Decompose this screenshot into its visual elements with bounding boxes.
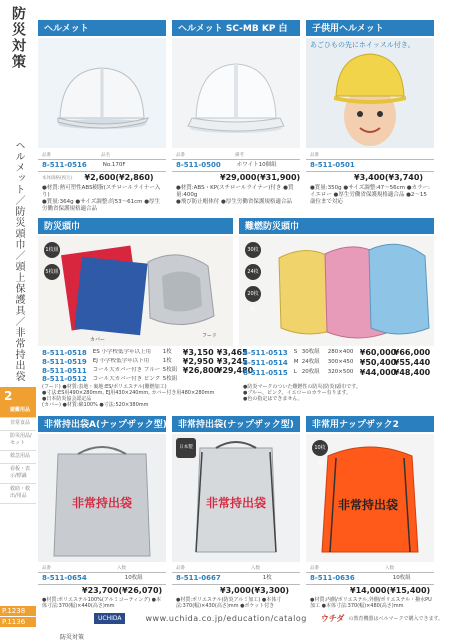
product-qty: 5枚組 [162, 367, 178, 373]
product-code[interactable]: 8-511-0501 [310, 161, 355, 169]
col-header-code: 品番 [310, 566, 319, 571]
badge-10: 10枚組 [312, 440, 328, 456]
col-header-code: 品番 [42, 153, 51, 158]
product-dims: 300×450 [327, 359, 354, 365]
product-qty: 1枚 [162, 358, 172, 364]
bag-c-photo [306, 434, 434, 562]
panel-bag-b [172, 416, 300, 608]
panel-title: ヘルメット SC-MB KP 白 [172, 22, 300, 36]
table-row [42, 357, 248, 366]
uchida-badge: UCHIDA [94, 613, 125, 624]
panel-title: 非常用ナップザック2 [306, 418, 434, 432]
product-dims: 280×400 [327, 349, 354, 355]
product-price: ¥2,950 [182, 357, 214, 366]
product-code[interactable]: 8-511-0654 [42, 574, 87, 582]
product-qty: 1枚 [162, 349, 172, 355]
product-price: ¥29,000(¥31,900) [220, 173, 301, 182]
cover-label: カバー [90, 337, 106, 343]
section-title: 防災対策 [10, 6, 26, 70]
badge-1: 1枚組 [44, 242, 60, 258]
hood-notes: (フード) ●材質:表地・裏地:ES/ポリエステル(難燃加工) ●寸法:ES用490×280mm, EJ用430×240mm, カバー付き用480×280mm ●日本防炎協会認定品 (カバー) ●材質:綿100% ●寸法:520×380mm [42, 384, 215, 408]
product-spec: ●材質:ABS・KP(スチロールライナー)付き ●質量:400g ●飛び防止帽体付 ●厚生労働省保護規格適合品 [176, 185, 294, 205]
catalog-ref-2[interactable]: P.1136 [0, 617, 36, 627]
section-subtitle: ヘルメット／防災頭巾／頭上保護具／非常持出袋 [13, 140, 24, 382]
catalog-refs [0, 606, 36, 628]
product-spec: ●材質:内側/ポリエステル,外側/ポリエステル・撥水PU加工 ●本体寸法:370(幅)×480(高さ)mm [310, 597, 432, 609]
product-price: ¥3,150 [182, 348, 214, 357]
catalog-ref-1[interactable]: P.1238 [0, 606, 36, 616]
badge-5: 5枚組 [44, 264, 60, 280]
side-nav [0, 405, 36, 504]
product-dims: 320×500 [327, 369, 354, 375]
product-price: ¥23,700(¥26,070) [82, 586, 163, 595]
product-spec: ●材質:熱可塑性ABS樹脂(スチロールライナー入り) ●質量:364g ●サイズ調整:約53～61cm ●厚生労働省保護規格適合品 [42, 185, 161, 212]
page-number: 2 [0, 387, 36, 405]
product-price: ¥44,000 [359, 368, 397, 377]
product-price: ¥2,600(¥2,860) [84, 173, 154, 182]
photo-caption: あごひもの先にホイッスル付き。 [310, 41, 415, 49]
product-price: ¥26,800 [182, 366, 220, 375]
bag-a-photo [38, 434, 166, 562]
footer [36, 611, 462, 625]
brand-note: の教育機器はベルマークで購入できます。 [348, 615, 444, 622]
helmet-photo [38, 38, 166, 148]
product-qty: 5枚組 [162, 375, 178, 382]
catalog-url[interactable]: www.uchida.co.jp/education/catalog [145, 613, 307, 623]
badge-20: 20枚組 [245, 286, 261, 302]
panel-helmet [38, 20, 166, 210]
table-row [243, 358, 430, 367]
panel-title: 子供用ヘルメット [306, 22, 434, 36]
helmet-icon [172, 38, 300, 148]
col-header-qty: 入数 [117, 566, 126, 571]
product-price-tax: ¥29,480 [216, 366, 254, 375]
product-code[interactable]: 8-511-0513 [243, 348, 288, 357]
product-code[interactable]: 8-511-0512 [42, 375, 87, 383]
nav-item-first-aid[interactable]: 救急用品 [0, 451, 36, 464]
price-label: 本体価格(税込) [42, 175, 73, 181]
panel-title: ヘルメット [38, 22, 166, 36]
product-code[interactable]: 8-511-0515 [243, 368, 288, 377]
product-code[interactable]: 8-511-0518 [42, 348, 87, 357]
product-qty: 10枚組 [124, 574, 143, 581]
product-qty: 24枚組 [301, 359, 320, 365]
product-price-tax: ¥55,440 [393, 358, 431, 367]
product-code[interactable]: 8-511-0511 [42, 366, 87, 375]
product-code[interactable]: 8-511-0636 [310, 574, 355, 582]
product-code[interactable]: 8-511-0514 [243, 358, 288, 367]
product-price: ¥3,400(¥3,740) [354, 173, 424, 182]
bag-b-photo [172, 434, 300, 562]
product-desc: コール大カバー付き ブルー [92, 367, 161, 373]
col-header-qty: 入数 [251, 566, 260, 571]
table-row [243, 348, 430, 357]
nav-item-evacuation[interactable]: 避難用品 [0, 405, 36, 418]
product-price: ¥3,000(¥3,300) [220, 586, 290, 595]
product-qty: 10枚組 [392, 574, 411, 581]
fire-hood-notes: ●防炎マークのついた難燃性の防災(防炎)頭巾です。 ●ブルー、ピンク、イエローのカラー有ります。 ●色の指定はできません。 [243, 384, 361, 402]
brand-logo: ウチダ [320, 613, 345, 623]
product-size: M [293, 359, 299, 365]
left-sidebar [0, 0, 36, 644]
child-helmet-icon [306, 38, 434, 148]
panel-title: 難燃防災頭巾 [239, 220, 434, 234]
kids-helmet-photo [306, 38, 434, 148]
fire-hood-photo [239, 236, 434, 346]
panel-title: 防災頭巾 [38, 220, 233, 234]
nav-item-signs[interactable]: 看板・表示/標識 [0, 464, 36, 484]
nav-item-disaster-sets[interactable]: 防災用品/セット [0, 431, 36, 451]
panel-helmet-mb [172, 20, 300, 210]
helmet-icon [38, 38, 166, 148]
badge-made-in-japan: 日本製 [176, 438, 196, 458]
product-desc: ES 小学校低学年以上用 [92, 349, 151, 355]
product-desc: コール大カバー付き ピンク [92, 375, 161, 382]
product-spec: ●材質:ポリエステル(防炎アルミ加工) ●本体寸法:370(幅)×430(高さ)mm ●ポケット付き [176, 597, 282, 609]
table-row [42, 348, 248, 357]
product-price-tax: ¥66,000 [393, 348, 431, 357]
bag-print-text: 非常持出袋 [206, 496, 267, 510]
product-size: L [293, 369, 297, 375]
panel-title: 非常持出袋(ナップザック型) [172, 418, 300, 432]
product-price: ¥14,000(¥15,400) [350, 586, 431, 595]
table-row [243, 368, 430, 377]
table-row [42, 366, 253, 375]
product-desc: EJ 小学校低学年以下用 [92, 358, 150, 364]
product-price: ¥60,000 [359, 348, 397, 357]
col-header-code: 品番 [176, 566, 185, 571]
panel-bag-a [38, 416, 166, 608]
product-spec: ●材質:ポリエステル100%(アルミコーティング) ●本体寸法:370(幅)×440(高さ)mm [42, 597, 162, 609]
table-row [42, 375, 217, 383]
col-header-code: 品番 [42, 566, 51, 571]
hood-icon [38, 236, 233, 346]
col-header-qty: 入数 [385, 566, 394, 571]
nav-item-rescue[interactable]: 救助・救出/用品 [0, 484, 36, 504]
panel-kids-helmet [306, 20, 434, 210]
product-price-tax: ¥48,400 [393, 368, 431, 377]
product-spec: ●質量:350g ●サイズ調整:47～56cm ●カラー:イエロー ●厚生労働省保護規格適合品 ●2～15歳位まで対応 [310, 185, 430, 205]
product-code[interactable]: 8-511-0667 [176, 574, 221, 582]
col-header-code: 品番 [310, 153, 319, 158]
product-price-tax: ¥3,465 [216, 348, 248, 357]
product-qty: 1枚 [262, 574, 272, 581]
product-model: ホワイト10個組 [236, 161, 277, 168]
bottom-section-label: 防災対策 [60, 634, 85, 641]
col-header-code: 品番 [176, 153, 185, 158]
product-code[interactable]: 8-511-0516 [42, 161, 87, 169]
col-header-name: 品名 [101, 153, 110, 158]
product-qty: 20枚組 [301, 369, 320, 375]
panel-bag-c [306, 416, 434, 608]
nav-item-food[interactable]: 非常食品 [0, 418, 36, 431]
panel-fire-hood [239, 218, 434, 408]
helmet-mb-photo [172, 38, 300, 148]
bag-print-text: 非常持出袋 [72, 496, 133, 510]
fire-hood-icon [239, 236, 434, 346]
product-price-tax: ¥3,245 [216, 357, 248, 366]
bag-print-text: 非常持出袋 [338, 498, 399, 512]
badge-24: 24枚 [245, 264, 261, 280]
col-header-note: 備考 [235, 153, 244, 158]
product-size: S [293, 349, 298, 355]
product-model: No.170F [102, 161, 126, 168]
badge-30: 30枚 [245, 242, 261, 258]
product-code[interactable]: 8-511-0519 [42, 357, 87, 366]
product-price: ¥50,400 [359, 358, 397, 367]
panel-title: 非常持出袋A(ナップザック型) [38, 418, 166, 432]
hood-label: フード [202, 333, 217, 339]
hood-photo [38, 236, 233, 346]
product-qty: 30枚組 [301, 349, 320, 355]
product-code[interactable]: 8-511-0500 [176, 161, 221, 169]
